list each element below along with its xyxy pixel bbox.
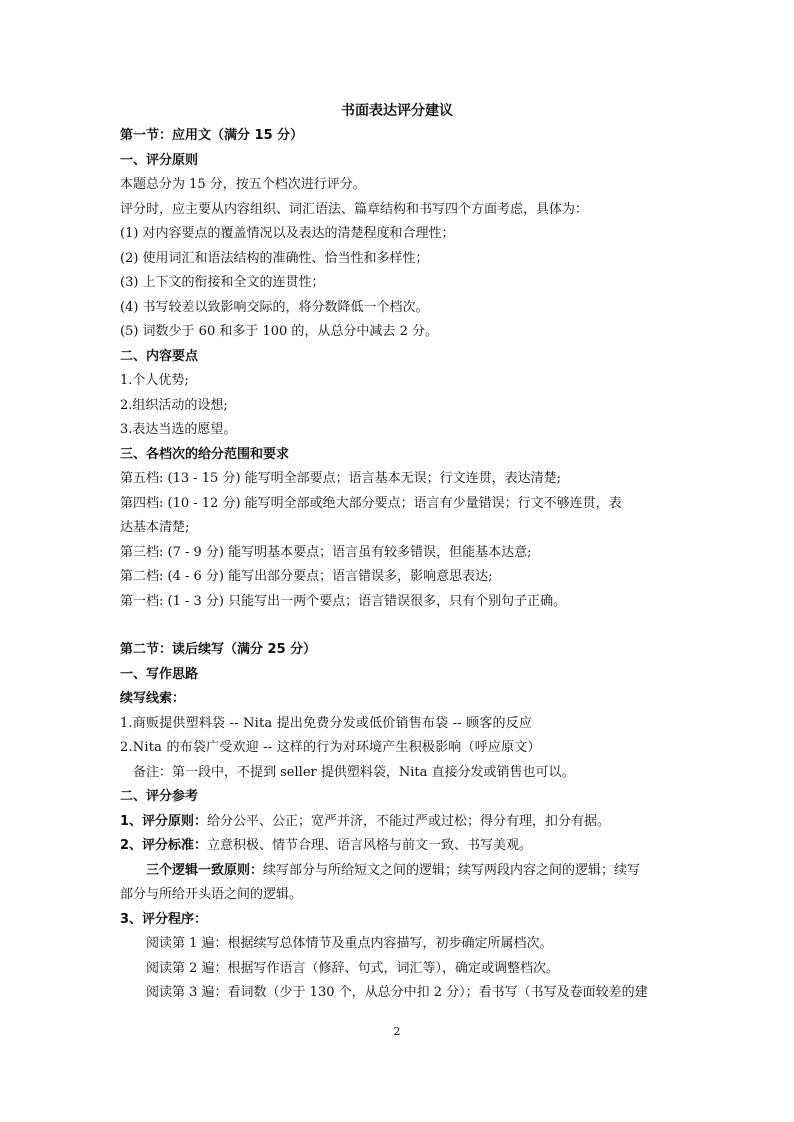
criteria-item: (5) 词数少于 60 和多于 100 的，从总分中减去 2 分。 — [120, 324, 438, 339]
section1-heading: 第一节：应用文（满分 15 分） — [120, 128, 304, 143]
page-number: 2 — [393, 1025, 401, 1038]
scoring-principle-text: 给分公平、公正；宽严并济，不能过严或过松；得分有理，扣分有据。 — [207, 813, 611, 829]
logic-principle-continued: 部分与所给开头语之间的逻辑。 — [120, 887, 303, 902]
clue-heading: 续写线索： — [120, 691, 186, 706]
principles-paragraph-2: 评分时，应主要从内容组织、词汇语法、篇章结构和书写四个方面考虑，具体为： — [120, 201, 589, 217]
criteria-item: (2) 使用词汇和语法结构的准确性、恰当性和多样性； — [120, 250, 429, 266]
level-4-continued: 达基本清楚; — [120, 520, 190, 535]
level-3: 第三档: (7 - 9 分) 能写明基本要点；语言虽有较多错误，但能基本达意; — [120, 544, 532, 560]
scoring-procedure-heading: 3、评分程序： — [120, 911, 208, 927]
scoring-standard-label: 2、评分标准： — [120, 838, 208, 853]
level-4: 第四档: (10 - 12 分) 能写明全部或绝大部分要点；语言有少量错误；行文不够连贯，表 — [120, 495, 622, 511]
scoring-principle-label: 1、评分原则： — [120, 813, 208, 829]
logic-principle — [120, 859, 680, 884]
reading-step-2: 阅读第 2 遍：根据写作语言（修辞、句式，词汇等），确定或调整档次。 — [146, 960, 560, 976]
logic-principle-text: 续写部分与所给短文之间的逻辑；续写两段内容之间的逻辑；续写 — [263, 862, 641, 878]
content-point: 3.表达当选的愿望。 — [120, 422, 237, 437]
reading-step-3: 阅读第 3 遍：看词数（少于 130 个，从总分中扣 2 分）；看书写（书写及卷面较差的建 — [146, 985, 648, 1000]
content-point: 1.个人优势; — [120, 373, 189, 388]
principles-paragraph-1: 本题总分为 15 分，按五个档次进行评分。 — [120, 177, 366, 192]
clue-line-1: 1.商贩提供塑料袋 -- Nita 提出免费分发或低价销售布袋 -- 顾客的反应 — [120, 715, 533, 731]
clue-line-2: 2.Nita 的布袋广受欢迎 -- 这样的行为对环境产生积极影响（呼应原文） — [120, 740, 541, 755]
principles-heading: 一、评分原则 — [120, 152, 199, 168]
criteria-item: (1) 对内容要点的覆盖情况以及表达的清楚程度和合理性； — [120, 226, 455, 241]
document-title: 书面表达评分建议 — [341, 103, 453, 119]
level-5: 第五档: (13 - 15 分) 能写明全部要点；语言基本无误；行文连贯，表达清楚; — [120, 471, 562, 486]
criteria-item: (4) 书写较差以致影响交际的，将分数降低一个档次。 — [120, 299, 429, 315]
content-point: 2.组织活动的设想; — [120, 397, 228, 413]
writing-ideas-heading: 一、写作思路 — [120, 666, 199, 682]
level-1: 第一档: (1 - 3 分) 只能写出一两个要点；语言错误很多，只有个别句子正确。 — [120, 593, 567, 609]
scoring-principle — [120, 810, 680, 835]
reading-step-1: 阅读第 1 遍：根据续写总体情节及重点内容描写，初步确定所属档次。 — [146, 936, 553, 951]
document-body — [120, 124, 680, 1006]
levels-heading: 三、各档次的给分范围和要求 — [120, 446, 290, 462]
scoring-reference-heading: 二、评分参考 — [120, 789, 199, 804]
section-spacer — [120, 614, 680, 638]
content-points-heading: 二、内容要点 — [120, 348, 199, 364]
scoring-standard — [120, 834, 680, 859]
level-2: 第二档: (4 - 6 分) 能写出部分要点；语言错误多，影响意思表达; — [120, 569, 493, 584]
logic-principle-label: 三个逻辑一致原则： — [146, 862, 264, 878]
criteria-item: (3) 上下文的衔接和全文的连贯性； — [120, 275, 325, 290]
section2-heading: 第二节：读后续写（满分 25 分） — [120, 642, 317, 657]
scoring-standard-text: 立意积极、情节合理、语言风格与前文一致、书写美观。 — [207, 838, 533, 853]
note-line: 备注：第一段中，不提到 seller 提供塑料袋，Nita 直接分发或销售也可以。 — [133, 764, 575, 780]
